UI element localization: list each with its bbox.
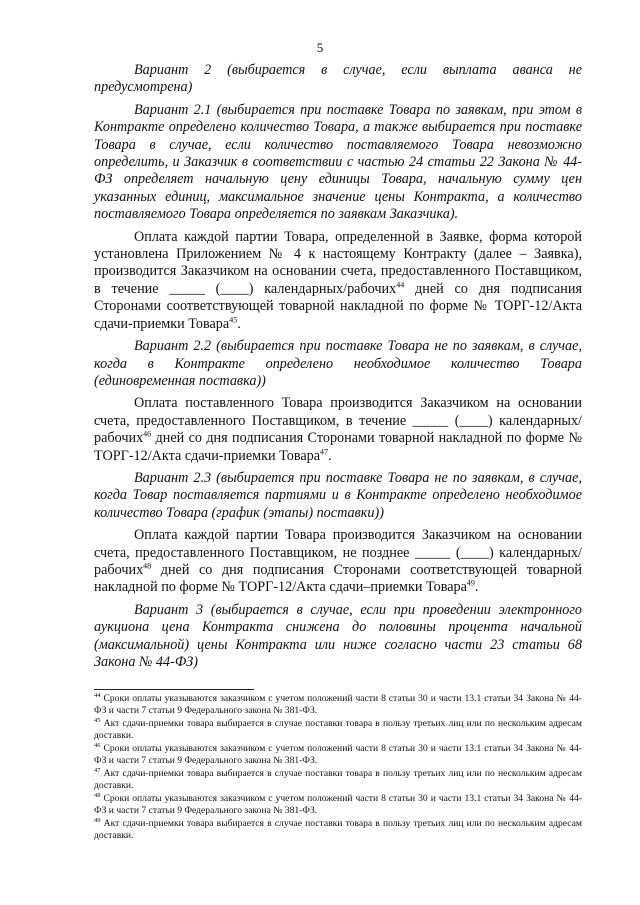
footnote-ref-48[interactable]: 48 [143, 561, 152, 571]
variant-2-3-heading: Вариант 2.3 (выбирается при поставке Товара не по заявкам, в случае, когда Товар поставляется партиями и в Контракте определено необходимое количество Товара (график (этапы) поставки)) [94, 469, 582, 521]
footnote-text: Акт сдачи-приемки товара выбирается в случае поставки товара в пользу третьих лиц или по нескольким адресам доставки. [94, 768, 582, 791]
clause-text: Оплата каждой партии Товара производится Заказчиком на основании счета, предоставленного Поставщиком, не позднее _____ (____) календарных/рабочих [94, 527, 582, 578]
footnote-text: Сроки оплаты указываются заказчиком с учетом положений части 8 статьи 30 и части 13.1 статьи 34 Закона № 44-ФЗ и части 7 статьи 9 Федерального закона № 381-ФЗ. [94, 743, 582, 766]
variant-2-2-heading: Вариант 2.2 (выбирается при поставке Товара не по заявкам, в случае, когда в Контракте определено необходимое количество Товара (единовременная поставка)) [94, 338, 582, 389]
footnote-49 [94, 818, 582, 842]
footnotes [94, 693, 582, 843]
footnote-number: 48 [94, 791, 101, 799]
clause-text: Оплата поставленного Товара производится Заказчиком на основании счета, предоставленного Поставщиком, в течение _____ (____) календарных/рабочих [94, 395, 582, 447]
footnote-text: Акт сдачи-приемки товара выбирается в случае поставки товара в пользу третьих лиц или по нескольким адресам доставки. [94, 718, 582, 741]
clause-text: . [474, 579, 479, 596]
clause-text: . [237, 315, 241, 332]
footnote-number: 49 [94, 816, 101, 824]
variant-2-2-payment-clause [94, 395, 582, 465]
footnote-text: Сроки оплаты указываются заказчиком с учетом положений части 8 статьи 30 и части 13.1 статьи 34 Закона № 44-ФЗ и части 7 статьи 9 Федерального закона № 381-ФЗ. [94, 693, 582, 716]
footnote-ref-49[interactable]: 49 [466, 578, 475, 588]
footnote-ref-44[interactable]: 44 [396, 280, 405, 290]
variant-2-3-payment-clause [94, 527, 582, 597]
footnote-47 [94, 768, 582, 792]
footnote-text: Сроки оплаты указываются заказчиком с учетом положений части 8 статьи 30 и части 13.1 статьи 34 Закона № 44-ФЗ и части 7 статьи 9 Федерального закона № 381-ФЗ. [94, 793, 582, 816]
footnote-45 [94, 718, 582, 742]
document-body [94, 62, 582, 676]
clause-text: . [328, 447, 332, 464]
footnote-number: 45 [94, 716, 101, 724]
footnote-text: Акт сдачи-приемки товара выбирается в случае поставки товара в пользу третьих лиц или по нескольким адресам доставки. [94, 818, 582, 841]
clause-text: дней со дня подписания Сторонами соответствующей товарной накладной по форме № ТОРГ-12/Акта сдачи-приемки Товара [94, 280, 583, 332]
footnote-number: 44 [94, 691, 101, 699]
footnote-separator [94, 689, 254, 690]
variant-2-1-heading: Вариант 2.1 (выбирается при поставке Товара по заявкам, при этом в Контракте определено количество Товара, а также выбирается при поставке Товара в случае, если количество поставляемого Товара невозможно определить, и Заказчик в соответствии с частью 24 статьи 22 Закона № 44-ФЗ определяет начальную цену единицы Товара, начальную сумму цен указанных единиц, максимальное значение цены Контракта, а количество поставляемого Товара определяется по заявкам Заказчика). [94, 101, 582, 223]
footnote-48 [94, 793, 582, 817]
footnote-ref-46[interactable]: 46 [143, 429, 152, 439]
footnote-ref-47[interactable]: 47 [320, 446, 329, 456]
footnote-44 [94, 693, 582, 717]
variant-2-heading: Вариант 2 (выбирается в случае, если выплата аванса не предусмотрена) [94, 62, 582, 96]
footnote-46 [94, 743, 582, 767]
variant-2-1-payment-clause [94, 229, 582, 333]
clause-text: Оплата каждой партии Товара, определенной в Заявке, форма которой установлена Приложением № 4 к настоящему Контракту (далее – Заявка), производится Заказчиком на основании счета, предоставленного Поставщиком, в течение _____ (____) календарных/рабочих [94, 228, 582, 297]
variant-3-heading: Вариант 3 (выбирается в случае, если при проведении электронного аукциона цена Контракта снижена до половины процента начальной (максимальной) цены Контракта или ниже согласно части 23 статьи 68 Закона № 44-ФЗ) [94, 601, 582, 670]
footnote-number: 47 [94, 766, 101, 774]
clause-text: дней со дня подписания Сторонами товарной накладной по форме № ТОРГ-12/Акта сдачи-приемки Товара [94, 430, 582, 464]
footnote-number: 46 [94, 741, 101, 749]
clause-text: дней со дня подписания Сторонами соответствующей товарной накладной по форме № ТОРГ-12/Акта сдачи–приемки Товара [94, 561, 582, 596]
footnote-ref-45[interactable]: 45 [229, 314, 238, 324]
page-number: 5 [316, 40, 324, 55]
